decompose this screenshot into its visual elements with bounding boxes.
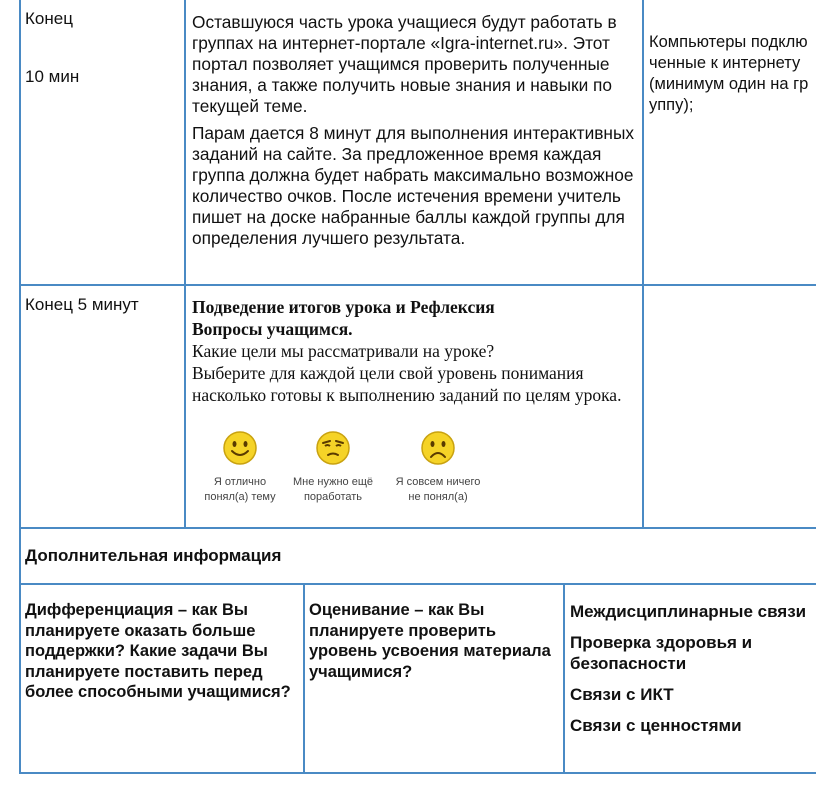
links-values: Связи с ценностями	[570, 716, 742, 735]
row2-instruction: Выберите для каждой цели свой уровень понимания насколько готовы к выполнению заданий по целям урока.	[192, 363, 622, 405]
border-col1	[184, 0, 186, 529]
row1-paragraph-1: Оставшуюся часть урока учащиеся будут работать в группах на интернет-портале «Igra-internet.ru». Этот портал позволяет учащимся проверить полученные знания, а также получить новые знания и навыки по текущей теме.	[192, 12, 617, 116]
sad-smiley-icon	[420, 430, 456, 466]
assessment-cell	[309, 600, 559, 682]
differentiation-cell	[25, 600, 297, 703]
links-interdisciplinary: Междисциплинарные связи	[570, 602, 807, 621]
additional-info-title: Дополнительная информация	[25, 546, 282, 565]
smiley-sad	[383, 430, 493, 505]
row2-heading-questions: Вопросы учащимся.	[192, 319, 353, 339]
thinking-smiley-icon	[315, 430, 351, 466]
row1-time-label: Конец	[25, 9, 73, 28]
smiley-thinking-caption-1: Мне нужно ещё	[292, 476, 373, 488]
smiley-sad-caption-1: Я совсем ничего	[395, 476, 481, 488]
border-bottom	[19, 772, 816, 774]
row2-time-cell	[25, 294, 180, 315]
row2-content-cell	[192, 296, 638, 406]
border-col2	[642, 0, 644, 529]
border-row3	[19, 583, 816, 585]
border-add-col1	[303, 583, 305, 774]
border-add-col2	[563, 583, 565, 774]
border-row2	[19, 527, 816, 529]
row2-heading-summary: Подведение итогов урока и Рефлексия	[192, 297, 495, 317]
row1-paragraph-2: Парам дается 8 минут для выполнения интерактивных заданий на сайте. За предложенное время каждая группа должна будет набрать максимально возможное количество очков. После истечения времени учитель пишет на доске набранные баллы каждой группы для определения лучшего результата.	[192, 123, 635, 248]
links-ict: Связи с ИКТ	[570, 685, 674, 704]
row1-time-cell	[25, 8, 180, 87]
smiley-happy-caption-1: Я отлично	[213, 476, 267, 488]
row1-resources: Компьютеры подключенные к интернету(минимум один на группу);	[649, 33, 809, 114]
row1-time-value: 10 мин	[25, 67, 80, 86]
border-left	[19, 0, 21, 774]
links-health-safety: Проверка здоровья и безопасности	[570, 633, 753, 673]
row1-content-cell	[192, 12, 638, 249]
smiley-thinking-caption-2: поработать	[303, 491, 363, 503]
border-row1	[19, 284, 816, 286]
row2-time-label: Конец 5 минут	[25, 295, 139, 314]
smiley-thinking	[283, 430, 383, 505]
smiley-happy	[195, 430, 285, 505]
happy-smiley-icon	[222, 430, 258, 466]
smiley-happy-caption-2: понял(а) тему	[204, 491, 276, 503]
smiley-sad-caption-2: не понял(а)	[408, 491, 468, 503]
assessment-question: Оценивание – как Вы планируете проверить уровень усвоения материала учащимися?	[309, 601, 551, 681]
links-cell	[570, 601, 810, 736]
row2-question: Какие цели мы рассматривали на уроке?	[192, 341, 495, 361]
additional-info-title-cell	[25, 546, 805, 566]
differentiation-question: Дифференциация – как Вы планируете оказать больше поддержки? Какие задачи Вы планируете поставить перед более способными учащимися?	[25, 601, 291, 701]
row1-resources-cell	[649, 32, 815, 116]
